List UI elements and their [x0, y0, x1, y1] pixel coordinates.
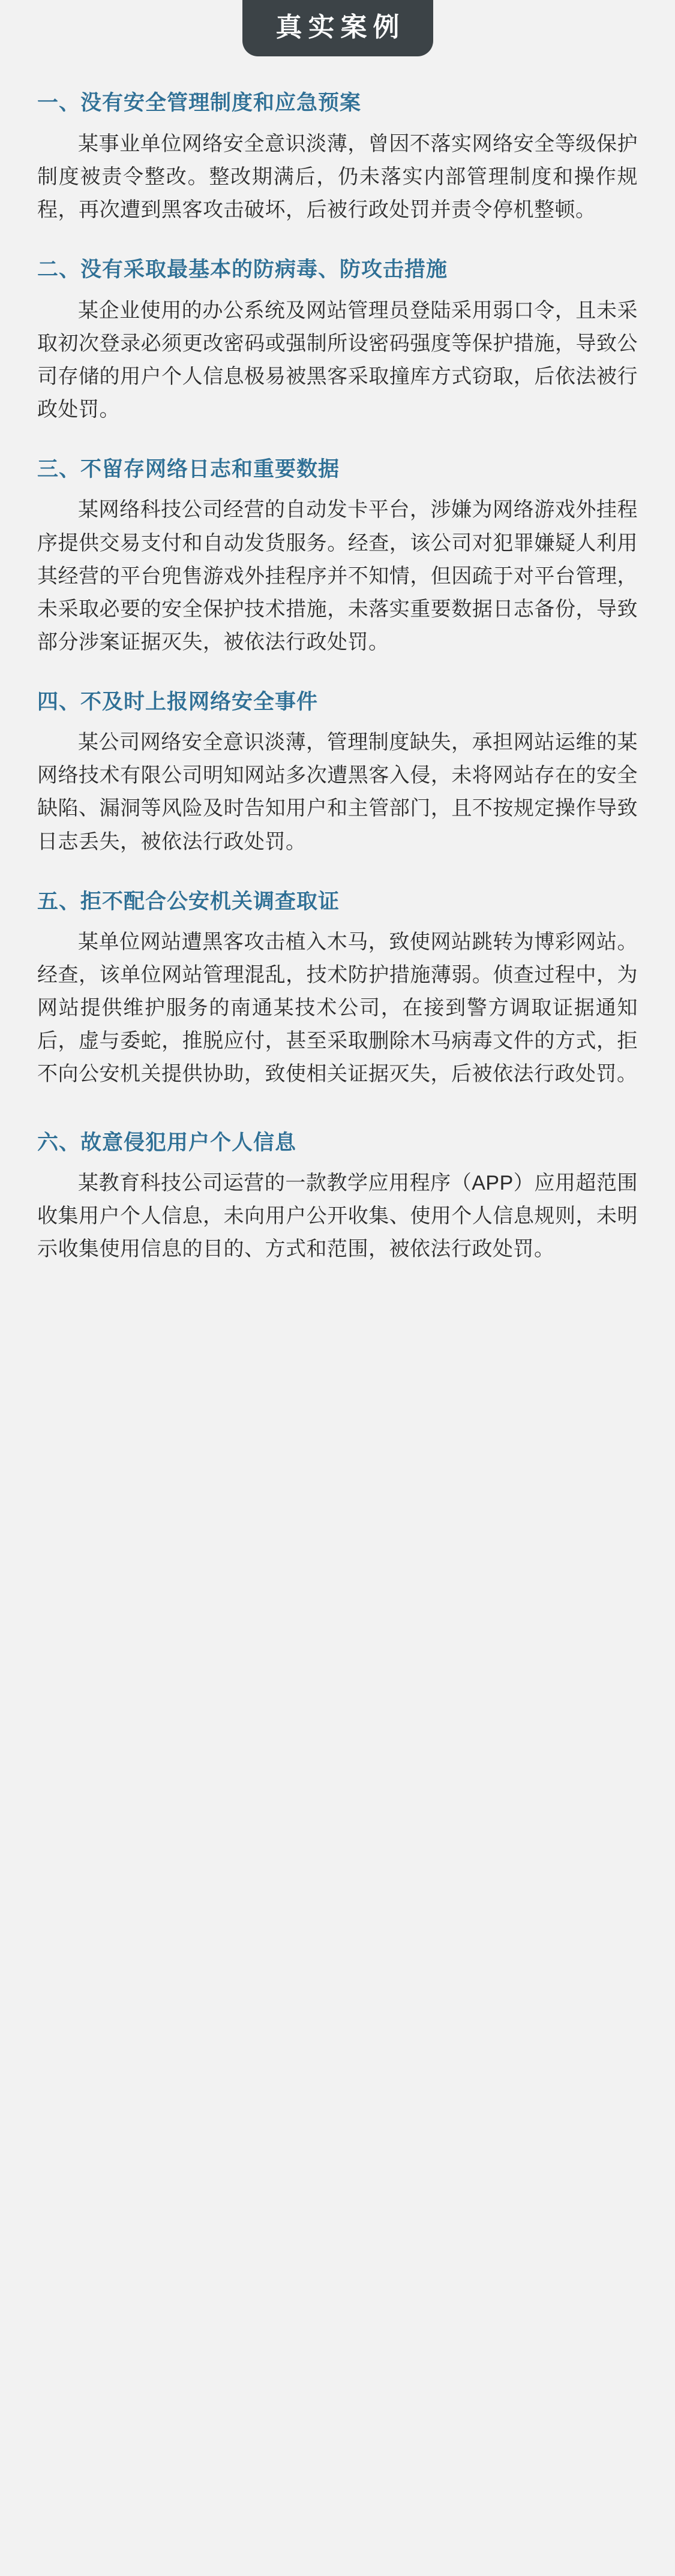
- article-content: [0, 88, 675, 1266]
- case-body: 某网络科技公司经营的自动发卡平台，涉嫌为网络游戏外挂程序提供交易支付和自动发货服务。经查，该公司对犯罪嫌疑人利用其经营的平台兜售游戏外挂程序并不知情，但因疏于对平台管理，未采取必要的安全保护技术措施，未落实重要数据日志备份，导致部分涉案证据灭失，被依法行政处罚。: [37, 498, 638, 654]
- case-body: 某单位网站遭黑客攻击植入木马，致使网站跳转为博彩网站。经查，该单位网站管理混乱，技术防护措施薄弱。侦查过程中，为网站提供维护服务的南通某技术公司，在接到警方调取证据通知后，虚与委蛇，推脱应付，甚至采取删除木马病毒文件的方式，拒不向公安机关提供协助，致使相关证据灭失，后被依法行政处罚。: [37, 931, 638, 1086]
- case-heading: 三、不留存网络日志和重要数据: [37, 457, 340, 481]
- case-section-3: [37, 454, 638, 659]
- banner-container: [0, 0, 675, 56]
- case-section-5: [37, 886, 638, 1091]
- case-heading: 一、没有安全管理制度和应急预案: [37, 91, 362, 115]
- case-section-6: [37, 1127, 638, 1266]
- case-heading: 五、拒不配合公安机关调查取证: [37, 889, 340, 913]
- case-body: 某企业使用的办公系统及网站管理员登陆采用弱口令，且未采取初次登录必须更改密码或强制所设密码强度等保护措施，导致公司存储的用户个人信息极易被黑客采取撞库方式窃取，后依法被行政处罚。: [37, 299, 638, 421]
- case-section-1: [37, 88, 638, 227]
- case-section-2: [37, 254, 638, 426]
- case-heading: 二、没有采取最基本的防病毒、防攻击措施: [37, 258, 448, 282]
- case-heading: 六、故意侵犯用户个人信息: [37, 1130, 297, 1154]
- page-title: 真实案例: [242, 0, 433, 56]
- case-body: 某事业单位网络安全意识淡薄，曾因不落实网络安全等级保护制度被责令整改。整改期满后，仍未落实内部管理制度和操作规程，再次遭到黑客攻击破坏，后被行政处罚并责令停机整顿。: [37, 132, 638, 222]
- case-body: 某公司网络安全意识淡薄，管理制度缺失，承担网站运维的某网络技术有限公司明知网站多次遭黑客入侵，未将网站存在的安全缺陷、漏洞等风险及时告知用户和主管部门，且不按规定操作导致日志丢失，被依法行政处罚。: [37, 731, 638, 853]
- case-section-4: [37, 687, 638, 859]
- case-heading: 四、不及时上报网络安全事件: [37, 690, 319, 714]
- case-body: 某教育科技公司运营的一款教学应用程序（APP）应用超范围收集用户个人信息，未向用户公开收集、使用个人信息规则，未明示收集使用信息的目的、方式和范围，被依法行政处罚。: [37, 1172, 638, 1261]
